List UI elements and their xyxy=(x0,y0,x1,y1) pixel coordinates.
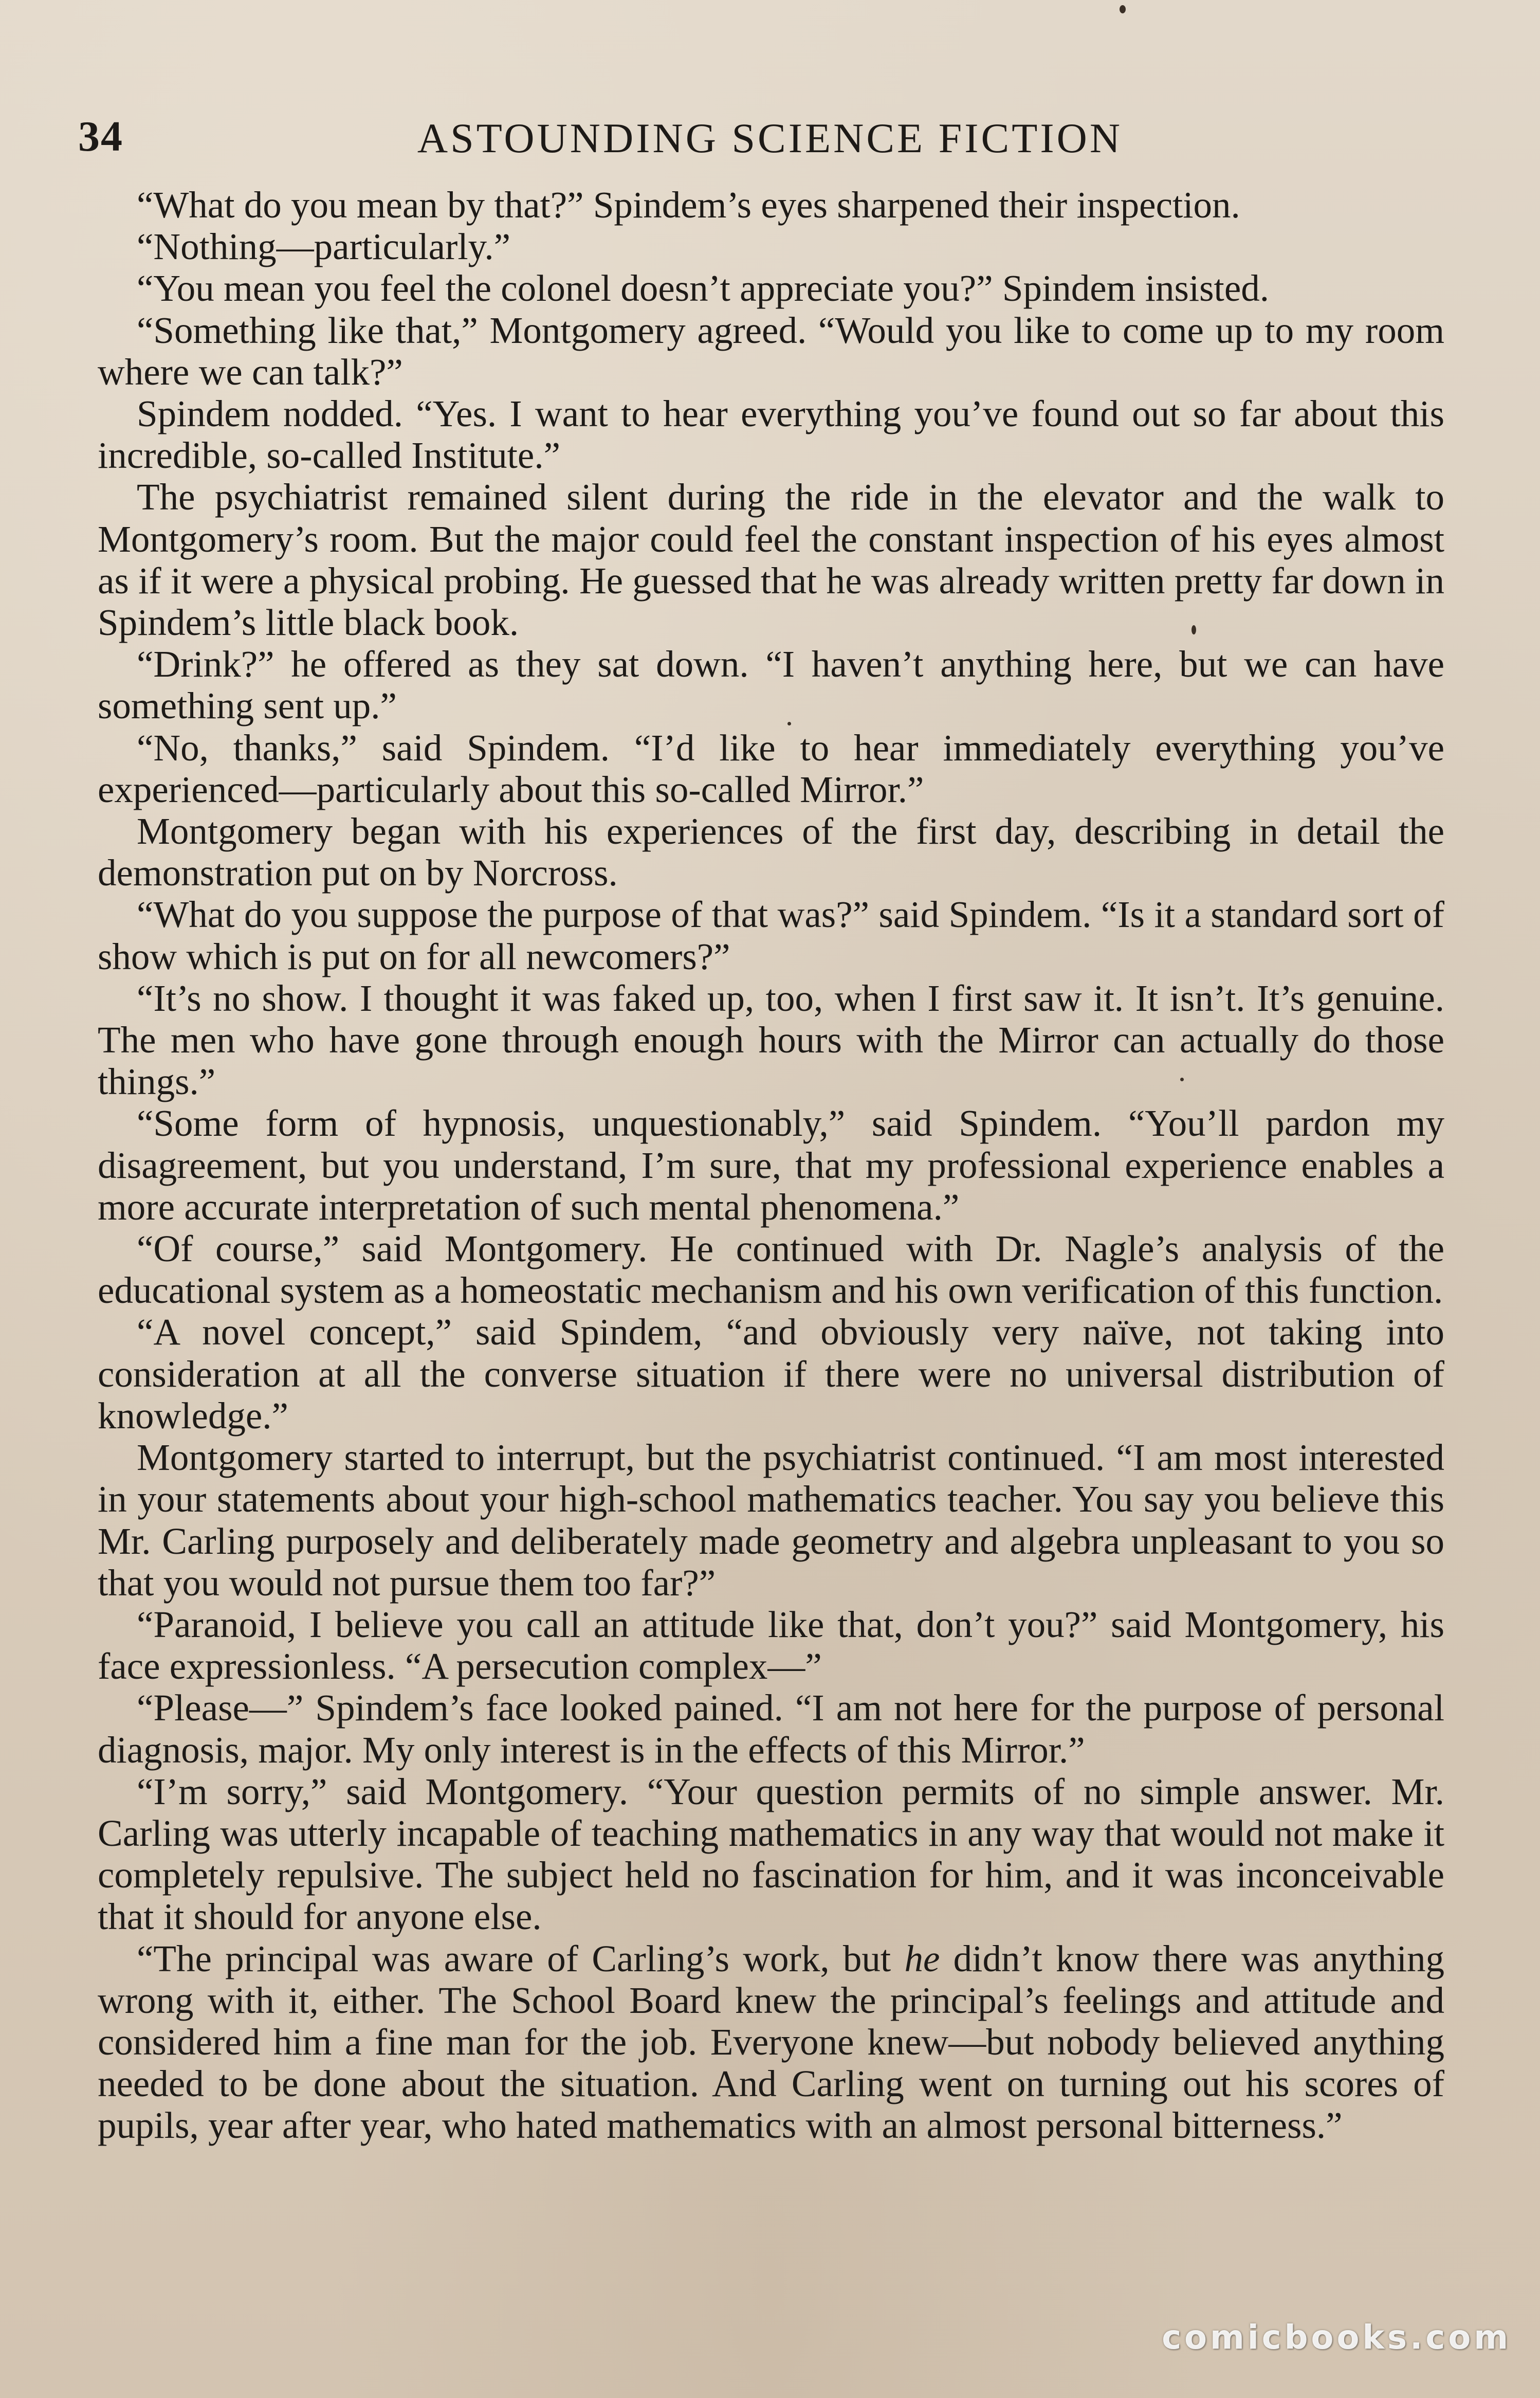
paragraph: “Nothing—particularly.” xyxy=(137,226,511,268)
body-text xyxy=(98,184,1444,2147)
paragraph: “Of course,” said Montgomery. He continued with Dr. Nagle’s analysis of the educational system as a homeostatic mechanism and his own verification of this function. xyxy=(98,1228,1444,1312)
paper-speck xyxy=(1191,625,1196,634)
paragraph: “I’m sorry,” said Montgomery. “Your question permits of no simple answer. Mr. Carling was utterly incapable of teaching mathematics in any way that would not make it completely repulsive. The subject held no fascination for him, and it was inconceivable that it should for anyone else. xyxy=(98,1770,1444,1938)
paragraph: “Paranoid, I believe you call an attitude like that, don’t you?” said Montgomery, his face expressionless. “A persecution complex—” xyxy=(98,1603,1444,1687)
paper-speck xyxy=(1120,5,1126,13)
paragraph: Montgomery began with his experiences of the first day, describing in detail the demonstration put on by Norcross. xyxy=(98,810,1444,894)
paragraph: “Drink?” he offered as they sat down. “I haven’t anything here, but we can have something sent up.” xyxy=(98,643,1444,727)
paragraph: “It’s no show. I thought it was faked up, too, when I first saw it. It isn’t. It’s genuine. The men who have gone through enough hours with the Mirror can actually do those things.” xyxy=(98,977,1444,1103)
paragraph-final-start: “The principal was aware of Carling’s work, but xyxy=(137,1937,905,1979)
paragraph: “No, thanks,” said Spindem. “I’d like to hear immediately everything you’ve experienced—particularly about this so-called Mirror.” xyxy=(98,726,1444,810)
paper-speck xyxy=(787,722,791,725)
paragraph: “A novel concept,” said Spindem, “and obviously very naïve, not taking into consideration at all the converse situation if there were no universal distribution of knowledge.” xyxy=(98,1311,1444,1437)
paragraph-final-end: didn’t know there was anything wrong with it, either. The School Board knew the principal’s feelings and attitude and considered him a fine man for the job. Everyone knew—but nobody believed anything needed to be done about the situation. And Carling went on turning out his scores of pupils, year after year, who hated mathematics with an almost personal bitterness.” xyxy=(98,1937,1444,2147)
paragraph: “Some form of hypnosis, unquestionably,” said Spindem. “You’ll pardon my disagreement, but you understand, I’m sure, that my professional experience enables a more accurate interpretation of such mental phenomena.” xyxy=(98,1102,1444,1228)
watermark: comicbooks.com xyxy=(1162,2319,1511,2357)
paragraph: Montgomery started to interrupt, but the psychiatrist continued. “I am most interested in your statements about your high-school mathematics teacher. You say you believe this Mr. Carling purposely and deliberately made geometry and algebra unpleasant to you so that you would not pursue them too far?” xyxy=(98,1437,1444,1604)
paper-speck xyxy=(1180,1078,1184,1081)
paragraph: “What do you suppose the purpose of that was?” said Spindem. “Is it a standard sort of show which is put on for all newcomers?” xyxy=(98,894,1444,977)
paragraph: “Something like that,” Montgomery agreed. “Would you like to come up to my room where we can talk?” xyxy=(98,309,1444,393)
italic-word: he xyxy=(904,1937,940,1979)
paragraph: The psychiatrist remained silent during the ride in the elevator and the walk to Montgomery’s room. But the major could feel the constant inspection of his eyes almost as if it were a physical probing. He guessed that he was already written pretty far down in Spindem’s little black book. xyxy=(98,476,1444,644)
page-number: 34 xyxy=(78,113,123,160)
paragraph: “Please—” Spindem’s face looked pained. “I am not here for the purpose of personal diagnosis, major. My only interest is in the effects of this Mirror.” xyxy=(98,1687,1444,1771)
paragraph: Spindem nodded. “Yes. I want to hear everything you’ve found out so far about this incredible, so-called Institute.” xyxy=(98,393,1444,477)
running-title: ASTOUNDING SCIENCE FICTION xyxy=(417,115,1123,161)
paragraph: “What do you mean by that?” Spindem’s eyes sharpened their inspection. xyxy=(137,184,1240,226)
paragraph: “You mean you feel the colonel doesn’t appreciate you?” Spindem insisted. xyxy=(137,267,1269,310)
paragraph-final xyxy=(98,1938,1444,2147)
